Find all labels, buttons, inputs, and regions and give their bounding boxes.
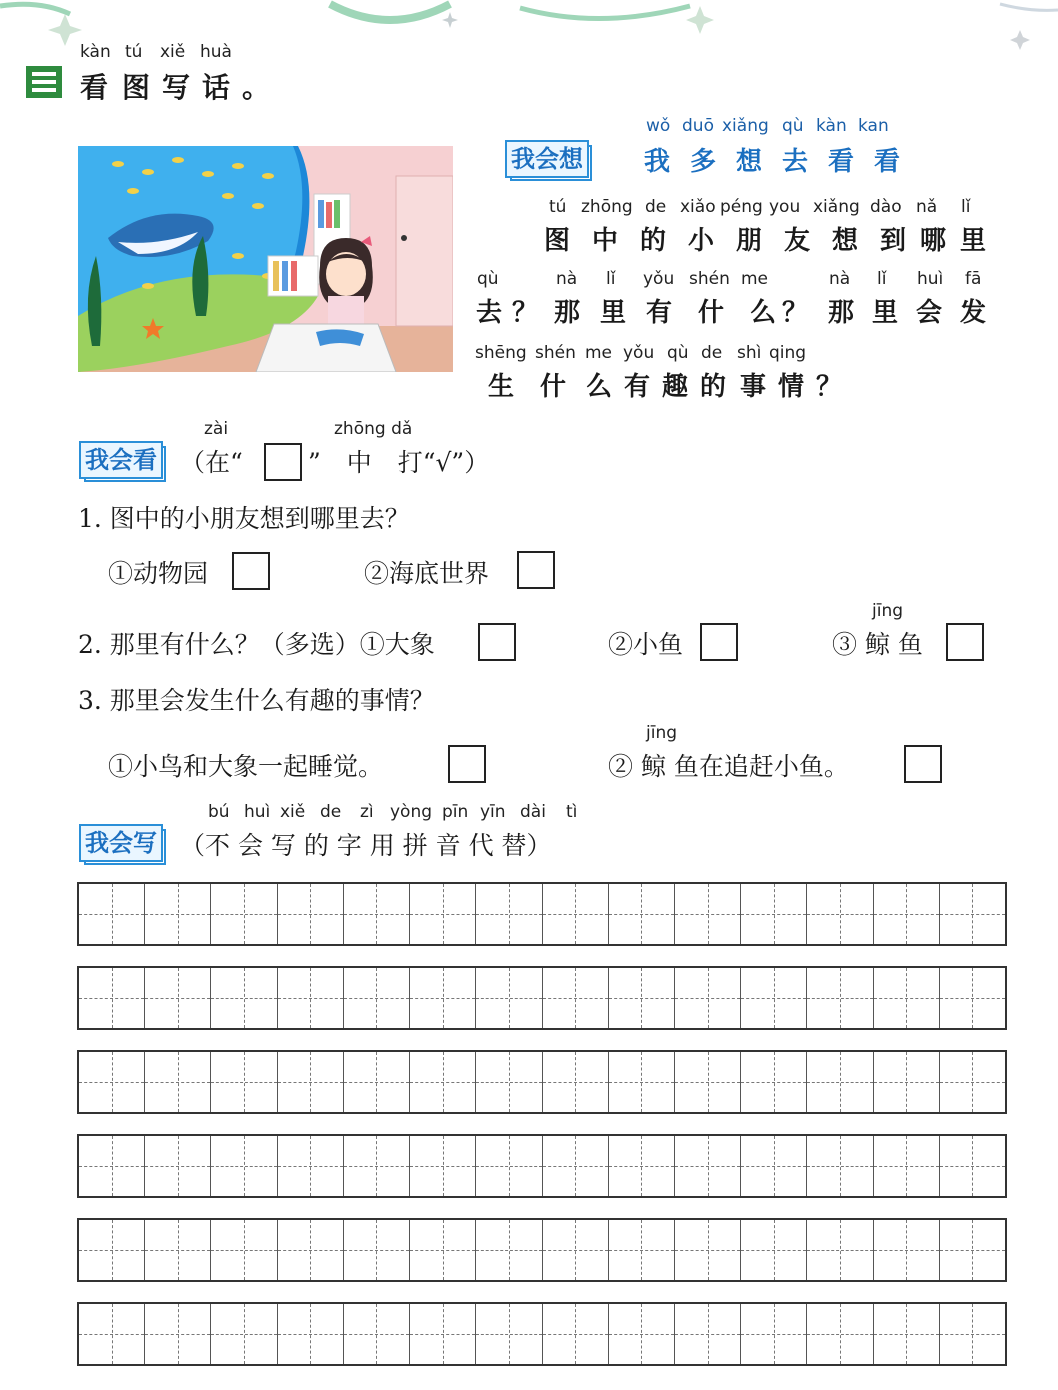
look-sample-box <box>264 443 302 481</box>
q3-option-2: ② 鲸 鱼在追赶小鱼。 <box>608 752 849 781</box>
writing-grid-cell[interactable] <box>807 1136 873 1196</box>
q2-option-3: ③ 鲸 鱼 <box>832 630 923 659</box>
q2-option-2: ②小鱼 <box>608 630 684 659</box>
writing-grid-cell[interactable] <box>741 1052 807 1112</box>
writing-grid-cell[interactable] <box>278 884 344 944</box>
writing-grid-cell[interactable] <box>609 1304 675 1364</box>
writing-grid-cell[interactable] <box>410 968 476 1028</box>
look-instruction: （在“ <box>180 448 243 477</box>
writing-grid-cell[interactable] <box>741 1220 807 1280</box>
prompt-line1-pinyin: tú zhōng de xiǎo péng you xiǎng dào nǎ lǐ <box>549 197 971 217</box>
think-tag: 我会想 <box>505 140 589 178</box>
writing-grid-cell[interactable] <box>874 1304 940 1364</box>
writing-grid-cell[interactable] <box>543 1304 609 1364</box>
writing-grid-cell[interactable] <box>940 884 1005 944</box>
writing-grid-cell[interactable] <box>211 1136 277 1196</box>
writing-grid-cell[interactable] <box>145 1304 211 1364</box>
writing-grid-cell[interactable] <box>874 1136 940 1196</box>
section-title-pinyin: kàn tú xiě huà <box>80 42 232 62</box>
writing-grid-cell[interactable] <box>741 884 807 944</box>
look-pinyin-zhongda: zhōng dǎ <box>334 419 413 439</box>
writing-grid-cell[interactable] <box>543 1052 609 1112</box>
writing-grid-cell[interactable] <box>344 1304 410 1364</box>
write-tag: 我会写 <box>79 824 163 862</box>
section-number-icon <box>26 66 62 98</box>
look-pinyin-zai: zài <box>204 419 229 439</box>
q1-option-2: ②海底世界 <box>364 559 490 588</box>
writing-grid-cell[interactable] <box>79 968 145 1028</box>
writing-grid-row[interactable] <box>77 1302 1007 1366</box>
section-title: 看 图 写 话 。 <box>80 71 271 104</box>
writing-grid-cell[interactable] <box>609 1220 675 1280</box>
writing-grid-cell[interactable] <box>476 1052 542 1112</box>
writing-grid-cell[interactable] <box>675 1052 741 1112</box>
writing-grid-cell[interactable] <box>476 1304 542 1364</box>
writing-grid-cell[interactable] <box>476 884 542 944</box>
writing-grid-cell[interactable] <box>145 1136 211 1196</box>
writing-grid-cell[interactable] <box>344 884 410 944</box>
writing-grid-row[interactable] <box>77 1050 1007 1114</box>
writing-grid-row[interactable] <box>77 1218 1007 1282</box>
writing-grid-cell[interactable] <box>874 884 940 944</box>
look-instruction-close: ” 中 打“√”） <box>308 448 490 477</box>
writing-grid-row[interactable] <box>77 966 1007 1030</box>
writing-grid-cell[interactable] <box>79 1304 145 1364</box>
think-pinyin: wǒ duō xiǎng qù kàn kan <box>646 116 889 136</box>
writing-grid-cell[interactable] <box>476 1220 542 1280</box>
think-line: 我 多 想 去 看 看 <box>644 147 901 177</box>
writing-grid-cell[interactable] <box>543 1136 609 1196</box>
prompt-line2-pinyin: qù nà lǐ yǒu shén me nà lǐ huì fā <box>477 269 982 289</box>
writing-grid-cell[interactable] <box>278 968 344 1028</box>
prompt-line3-pinyin: shēng shén me yǒu qù de shì qing <box>475 343 807 363</box>
writing-grid-cell[interactable] <box>344 1052 410 1112</box>
writing-grid-cell[interactable] <box>609 1052 675 1112</box>
writing-grid-cell[interactable] <box>609 1136 675 1196</box>
writing-grid-cell[interactable] <box>79 884 145 944</box>
q1-checkbox-2[interactable] <box>517 551 555 589</box>
writing-grid-cell[interactable] <box>211 1304 277 1364</box>
q3-option-1: ①小鸟和大象一起睡觉。 <box>108 752 384 781</box>
q2-checkbox-2[interactable] <box>700 623 738 661</box>
writing-grid-cell[interactable] <box>145 884 211 944</box>
writing-grid-cell[interactable] <box>278 1052 344 1112</box>
look-tag: 我会看 <box>79 441 163 479</box>
writing-grid-cell[interactable] <box>940 1220 1005 1280</box>
writing-grid-cell[interactable] <box>609 884 675 944</box>
writing-grid-cell[interactable] <box>807 968 873 1028</box>
prompt-line2: 去 ？ 那 里 有 什 么 ？ 那 里 会 发 <box>476 298 987 328</box>
writing-grid-cell[interactable] <box>410 1220 476 1280</box>
q2-checkbox-3[interactable] <box>946 623 984 661</box>
writing-grid-cell[interactable] <box>476 968 542 1028</box>
writing-grid-cell[interactable] <box>410 1136 476 1196</box>
writing-grid-cell[interactable] <box>79 1136 145 1196</box>
q3-checkbox-2[interactable] <box>904 745 942 783</box>
writing-grid-cell[interactable] <box>476 1136 542 1196</box>
writing-grid-cell[interactable] <box>609 968 675 1028</box>
writing-grid-cell[interactable] <box>211 884 277 944</box>
writing-grid-cell[interactable] <box>344 1220 410 1280</box>
q1-option-1: ①动物园 <box>108 559 209 588</box>
prompt-line3: 生 什 么 有 趣 的 事 情 ？ <box>488 372 843 402</box>
writing-grid-cell[interactable] <box>874 1220 940 1280</box>
question-1: 1. 图中的小朋友想到哪里去？ <box>78 504 410 533</box>
writing-grid-cell[interactable] <box>278 1304 344 1364</box>
writing-grid-cell[interactable] <box>410 884 476 944</box>
writing-grid-cell[interactable] <box>278 1220 344 1280</box>
writing-grid-cell[interactable] <box>543 968 609 1028</box>
writing-grid-cell[interactable] <box>344 968 410 1028</box>
writing-grid-cell[interactable] <box>940 1136 1005 1196</box>
writing-grid-cell[interactable] <box>940 968 1005 1028</box>
write-instruction: （不 会 写 的 字 用 拼 音 代 替） <box>180 831 552 860</box>
writing-grid-cell[interactable] <box>807 1052 873 1112</box>
writing-grid-cell[interactable] <box>807 884 873 944</box>
writing-grid-cell[interactable] <box>278 1136 344 1196</box>
writing-grid-cell[interactable] <box>741 1304 807 1364</box>
writing-grid-cell[interactable] <box>543 1220 609 1280</box>
writing-grid-cell[interactable] <box>874 1052 940 1112</box>
writing-grid-cell[interactable] <box>145 1052 211 1112</box>
writing-grid-cell[interactable] <box>410 1304 476 1364</box>
writing-grid-cell[interactable] <box>79 1052 145 1112</box>
writing-grid-cell[interactable] <box>741 1136 807 1196</box>
q2-checkbox-1[interactable] <box>478 623 516 661</box>
writing-grid-cell[interactable] <box>675 884 741 944</box>
writing-grid-cell[interactable] <box>344 1136 410 1196</box>
writing-grid-row[interactable] <box>77 1134 1007 1198</box>
writing-grid-cell[interactable] <box>211 1220 277 1280</box>
writing-grid-cell[interactable] <box>410 1052 476 1112</box>
writing-grid-cell[interactable] <box>145 1220 211 1280</box>
writing-grid-cell[interactable] <box>807 1220 873 1280</box>
writing-grid-cell[interactable] <box>940 1052 1005 1112</box>
writing-grid-cell[interactable] <box>79 1220 145 1280</box>
write-pinyin: bú huì xiě de zì yòng pīn yīn dài tì <box>208 802 578 822</box>
q3-pinyin-jing: jīng <box>646 723 678 743</box>
writing-grid-cell[interactable] <box>675 1304 741 1364</box>
writing-grid-cell[interactable] <box>211 968 277 1028</box>
illustration-girl-aquarium <box>78 146 453 372</box>
writing-grid-cell[interactable] <box>807 1304 873 1364</box>
writing-grid-cell[interactable] <box>675 1136 741 1196</box>
writing-grid-row[interactable] <box>77 882 1007 946</box>
q3-checkbox-1[interactable] <box>448 745 486 783</box>
question-3: 3. 那里会发生什么有趣的事情？ <box>78 686 435 715</box>
prompt-line1: 图 中 的 小 朋 友 想 到 哪 里 <box>544 226 987 256</box>
q1-checkbox-1[interactable] <box>232 552 270 590</box>
q2-pinyin-jing: jīng <box>872 601 904 621</box>
writing-grid-cell[interactable] <box>675 1220 741 1280</box>
writing-grid-cell[interactable] <box>211 1052 277 1112</box>
writing-grid-cell[interactable] <box>874 968 940 1028</box>
question-2: 2. 那里有什么？（多选）①大象 <box>78 630 435 659</box>
writing-grid-cell[interactable] <box>940 1304 1005 1364</box>
writing-grid-cell[interactable] <box>675 968 741 1028</box>
writing-grid-cell[interactable] <box>741 968 807 1028</box>
writing-grid-cell[interactable] <box>145 968 211 1028</box>
writing-grid-cell[interactable] <box>543 884 609 944</box>
